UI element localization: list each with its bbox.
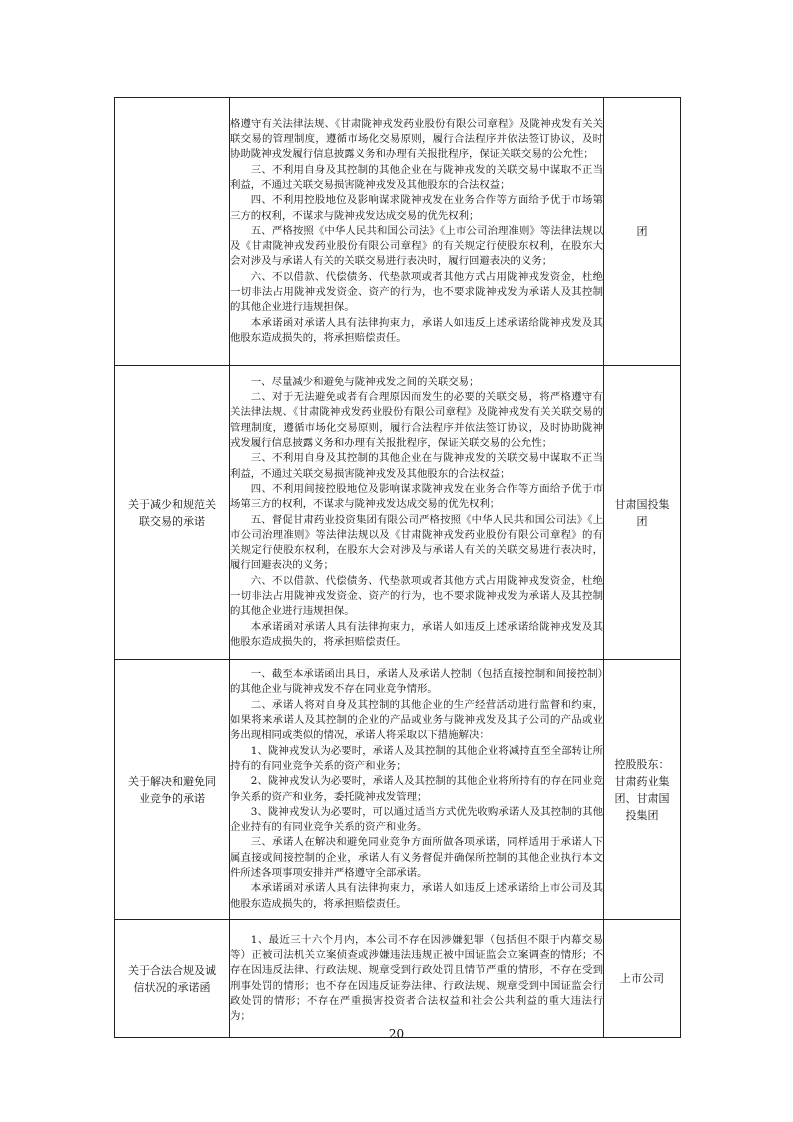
commitment-party-line: 控股股东： bbox=[614, 757, 670, 771]
commitment-subject bbox=[115, 660, 230, 920]
commitment-table-body bbox=[115, 98, 681, 1038]
commitment-paragraph: 三、不利用自身及其控制的其他企业在与陇神戎发的关联交易中谋取不正当利益，不通过关联交易损害陇神戎发及其他股东的合法权益； bbox=[230, 452, 603, 480]
commitment-row bbox=[115, 366, 681, 660]
commitment-content bbox=[230, 660, 604, 920]
commitment-row bbox=[115, 660, 681, 920]
commitment-table bbox=[114, 97, 681, 1038]
commitment-paragraph: 二、承诺人将对自身及其控制的其他企业的生产经营活动进行监督和约束，如果将来承诺人及其控制的企业的产品或业务与陇神戎发及其子公司的产品或业务出现相同或类似的情况，承诺人将采取以下措施解决： bbox=[230, 698, 603, 742]
commitment-party-line: 团 bbox=[636, 225, 648, 238]
commitment-content bbox=[230, 920, 604, 1038]
commitment-subject-line: 业竞争的承诺 bbox=[139, 791, 205, 805]
commitment-paragraph: 五、督促甘肃药业投资集团有限公司严格按照《中华人民共和国公司法》《上市公司治理准则》等法律法规以及《甘肃陇神戎发药业股份有限公司章程》的有关规定行使股东权利，在股东大会对涉及与承诺人有关的关联交易进行表决时，履行回避表决的义务； bbox=[230, 513, 603, 572]
commitment-paragraph: 本承诺函对承诺人具有法律拘束力，承诺人如违反上述承诺给陇神戎发及其他股东造成损失的，将承担赔偿责任。 bbox=[230, 620, 603, 648]
commitment-subject bbox=[115, 366, 230, 660]
commitment-party bbox=[604, 920, 681, 1038]
commitment-party-line: 甘肃国投集 bbox=[614, 497, 670, 511]
commitment-paragraph: 3、陇神戎发认为必要时，可以通过适当方式优先收购承诺人及其控制的其他企业持有的有同业竞争关系的资产和业务。 bbox=[230, 805, 603, 834]
commitment-paragraph: 六、不以借款、代偿债务、代垫款项或者其他方式占用陇神戎发资金，杜绝一切非法占用陇神戎发资金、资产的行为，也不要求陇神戎发为承诺人及其控制的其他企业进行违规担保。 bbox=[230, 574, 603, 618]
commitment-paragraph: 本承诺函对承诺人具有法律拘束力，承诺人如违反上述承诺给陇神戎发及其他股东造成损失的，将承担赔偿责任。 bbox=[230, 316, 603, 344]
commitment-party-line: 上市公司 bbox=[620, 972, 664, 985]
commitment-row bbox=[115, 98, 681, 366]
commitment-subject-line: 关于减少和规范关 bbox=[128, 497, 216, 511]
commitment-paragraph: 五、严格按照《中华人民共和国公司法》《上市公司治理准则》等法律法规以及《甘肃陇神戎发药业股份有限公司章程》的有关规定行使股东权利，在股东大会对涉及与承诺人有关的关联交易进行表决时，履行回避表决的义务； bbox=[230, 224, 603, 268]
commitment-paragraph: 三、不利用自身及其控制的其他企业在与陇神戎发的关联交易中谋取不正当利益，不通过关联交易损害陇神戎发及其他股东的合法权益； bbox=[230, 163, 603, 191]
commitment-party-line: 投集团 bbox=[625, 808, 659, 822]
commitment-subject-line: 联交易的承诺 bbox=[139, 514, 205, 528]
commitment-subject bbox=[115, 920, 230, 1038]
commitment-paragraph: 1、陇神戎发认为必要时，承诺人及其控制的其他企业将减持直至全部转让所持有的有同业竞争关系的资产和业务； bbox=[230, 744, 603, 772]
commitment-content bbox=[230, 366, 604, 660]
commitment-paragraph: 2、陇神戎发认为必要时，承诺人及其控制的其他企业将所持有的存在同业竞争关系的资产和业务，委托陇神戎发管理； bbox=[230, 775, 603, 803]
commitment-paragraph: 六、不以借款、代偿债务、代垫款项或者其他方式占用陇神戎发资金，杜绝一切非法占用陇神戎发资金、资产的行为，也不要求陇神戎发为承诺人及其控制的其他企业进行违规担保。 bbox=[230, 270, 603, 314]
commitment-party bbox=[604, 366, 681, 660]
commitment-party-line: 甘肃药业集 bbox=[614, 774, 670, 788]
commitment-subject-line: 信状况的承诺函 bbox=[133, 980, 211, 994]
commitment-paragraph: 一、尽量减少和避免与陇神戎发之间的关联交易； bbox=[250, 375, 480, 388]
page-number: 20 bbox=[388, 1027, 405, 1041]
commitment-paragraph: 四、不利用控股地位及影响谋求陇神戎发在业务合作等方面给予优于市场第三方的权利，不谋求与陇神戎发达成交易的优先权利； bbox=[230, 194, 603, 222]
commitment-paragraph: 本承诺函对承诺人具有法律拘束力，承诺人如违反上述承诺给上市公司及其他股东造成损失的，将承担赔偿责任。 bbox=[230, 882, 603, 910]
commitment-paragraph: 三、承诺人在解决和避免同业竞争方面所做各项承诺，同样适用于承诺人下属直接或间接控制的企业，承诺人有义务督促并确保所控制的其他企业执行本文件所述各项事项安排并严格遵守全部承诺。 bbox=[230, 836, 603, 879]
commitment-party-line: 团、甘肃国 bbox=[614, 791, 670, 805]
commitment-subject-line: 关于合法合规及诚 bbox=[128, 963, 216, 977]
commitment-paragraph: 四、不利用间接控股地位及影响谋求陇神戎发在业务合作等方面给予优于市场第三方的权利，不谋求与陇神戎发达成交易的优先权利； bbox=[230, 482, 603, 511]
commitment-content bbox=[230, 98, 604, 366]
commitment-paragraph: 二、对于无法避免或者有合理原因而发生的必要的关联交易，将严格遵守有关法律法规、《甘肃陇神戎发药业股份有限公司章程》及陇神戎发有关关联交易的管理制度，遵循市场化交易原则，履行合法程序并依法签订协议，及时协助陇神戎发履行信息披露义务和办理有关报批程序，保证关联交易的公允性； bbox=[230, 391, 603, 450]
commitment-party-line: 团 bbox=[636, 514, 648, 528]
commitment-paragraph: 格遵守有关法律法规、《甘肃陇神戎发药业股份有限公司章程》及陇神戎发有关关联交易的管理制度，遵循市场化交易原则，履行合法程序并依法签订协议，及时协助陇神戎发履行信息披露义务和办理有关报批程序，保证关联交易的公允性； bbox=[230, 117, 603, 161]
commitment-party bbox=[604, 98, 681, 366]
commitment-paragraph: 1、最近三十六个月内，本公司不存在因涉嫌犯罪（包括但不限于内幕交易等）正被司法机关立案侦查或涉嫌违法违规正被中国证监会立案调查的情形；不存在因违反法律、行政法规、规章受到行政处罚且情节严重的情形，不存在受到刑事处罚的情形；也不存在因违反证券法律、行政法规、规章受到中国证监会行政处罚的情形；不存在严重损害投资者合法权益和社会公共利益的重大违法行为； bbox=[230, 933, 603, 1023]
commitment-subject bbox=[115, 98, 230, 366]
commitment-party bbox=[604, 660, 681, 920]
commitment-row bbox=[115, 920, 681, 1038]
commitment-subject-line: 关于解决和避免同 bbox=[128, 774, 216, 788]
commitment-paragraph: 一、截至本承诺函出具日，承诺人及承诺人控制（包括直接控制和间接控制）的其他企业与陇神戎发不存在同业竞争情形。 bbox=[230, 668, 603, 696]
